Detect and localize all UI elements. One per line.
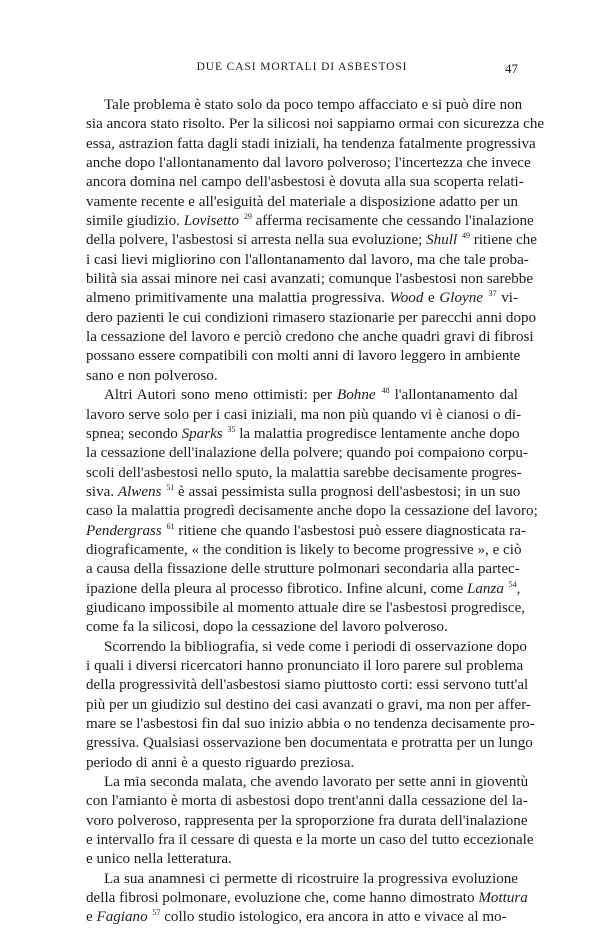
text-line: dero pazienti le cui condizioni rimasero stazionarie per parecchi anni dopo (86, 309, 537, 326)
text-line: scoli dell'asbestosi nello sputo, la malattia sarebbe decisamente progres- (86, 464, 522, 481)
text-line: i quali i diversi ricercatori hanno pronunciato il loro parere sul problema (86, 657, 524, 674)
text-line: e Fagiano $^{57}$ collo studio istologico, era ancora in atto e vivace al mo- (86, 908, 507, 926)
text-line: mare se l'asbestosi fin dal suo inizio abbia o no tendenza decisamente pro- (86, 716, 535, 732)
text-line: sia ancora stato risolto. Per la silicosi noi sappiamo ormai con sicurezza che (86, 116, 545, 133)
text-line: La mia seconda malata, che avendo lavorato per sette anni in gioventù (104, 774, 529, 791)
text-line: ipazione della pleura al processo fibrotico. Infine alcuni, come Lanza $^{54}$, (86, 579, 521, 597)
text-line: caso la malattia progredì decisamente anche dopo la cessazione del lavoro; (86, 503, 538, 520)
text-line: gressiva. Qualsiasi osservazione ben documentata e protratta per un lungo (86, 735, 533, 752)
text-line: vamente recente e all'esiguità del materiale a disposizione adatto per un (86, 193, 518, 210)
text-line: Altri Autori sono meno ottimisti: per Bohne $^{48}$ l'allontanamento dal (104, 386, 518, 404)
text-line: ancora domina nel campo dell'asbestosi è dovuta alla sua scoperta relati- (86, 174, 524, 191)
text-line: più per un giudizio sul destino dei casi avanzati o gravi, ma non per affer- (86, 696, 531, 713)
paragraph (86, 638, 535, 773)
running-title: DUE CASI MORTALI DI ASBESTOSI (196, 61, 408, 73)
text-line: simile giudizio. Lovisetto $^{29}$ afferma recisamente che cessando l'inalazione (86, 212, 534, 230)
text-line: con l'amianto è morta di asbestosi dopo trent'anni dalla cessazione del la- (86, 793, 528, 810)
text-line: sano e non polveroso. (86, 367, 218, 384)
text-line: La sua anamnesi ci permette di ricostruire la progressiva evoluzione (104, 870, 518, 887)
text-line: lavoro serve solo per i casi iniziali, ma non più quando vi è cianosi o di- (86, 406, 522, 423)
paragraph (86, 96, 545, 386)
text-line: giudicano impossibile al momento attuale dire se l'asbestosi progredisce, (86, 599, 526, 616)
text-line: della fibrosi polmonare, evoluzione che, come hanno dimostrato Mottura (86, 890, 528, 907)
body-text (86, 96, 545, 928)
text-line: bilità sia assai minore nei casi avanzati; comunque l'asbestosi non sarebbe (86, 271, 534, 288)
text-line: come fa la silicosi, dopo la cessazione del lavoro polveroso. (86, 619, 448, 636)
text-line: spnea; secondo Sparks $^{35}$ la malattia progredisce lentamente anche dopo (86, 424, 520, 442)
text-line: almeno primitivamente una malattia progressiva. Wood e Gloyne $^{37}$ vi- (86, 289, 518, 307)
text-line: la cessazione del lavoro e perciò credono che anche quadri gravi di fibrosi (86, 329, 534, 346)
text-line: periodo di anni è a questo riguardo preziosa. (86, 754, 355, 771)
paragraph (86, 773, 534, 870)
text-line: voro polveroso, rappresenta per la sproporzione fra durata dell'inalazione (86, 812, 528, 829)
text-line: essa, astrazion fatta dagli stadi iniziali, ha tendenza fatalmente progressiva (86, 135, 536, 152)
paragraph (86, 386, 538, 637)
text-line: siva. Alwens $^{51}$ è assai pessimista sulla prognosi dell'asbestosi; in un suo (86, 482, 521, 500)
text-line: e intervallo fra il cessare di questa e la morte un caso del tutto eccezionale (86, 832, 534, 849)
text-line: Pendergrass $^{61}$ ritiene che quando l'asbestosi può essere diagnosticata ra- (86, 521, 526, 539)
text-line: anche dopo l'allontanamento dal lavoro polveroso; l'incertezza che invece (86, 155, 531, 172)
text-line: della progressività dell'asbestosi siamo piuttosto corti: essi servono tutt'al (86, 677, 529, 694)
text-line: diograficamente, « the condition is likely to become progressive », e ciò (86, 541, 522, 558)
text-line: a causa della fissazione delle strutture polmonari secondaria alla partec- (86, 561, 520, 578)
paragraph (86, 870, 528, 928)
text-line: Scorrendo la bibliografia, si vede come i periodi di osservazione dopo (104, 638, 527, 655)
text-line: e unico nella letteratura. (86, 851, 232, 868)
text-line: i casi lievi migliorino con l'allontanamento dal lavoro, ma che tale proba- (86, 251, 529, 268)
text-line: della polvere, l'asbestosi si arresta nella sua evoluzione; Shull $^{49}$ ritiene che (86, 231, 537, 249)
text-line: la cessazione dell'inalazione della polvere; quando poi compaiono corpu- (86, 445, 528, 462)
text-line: possano essere compatibili con molti anni di lavoro leggero in ambiente (86, 348, 521, 365)
text-line: Tale problema è stato solo da poco tempo affacciato e si può dire non (104, 97, 523, 113)
page-number: 47 (505, 61, 518, 76)
page-header (86, 61, 518, 81)
